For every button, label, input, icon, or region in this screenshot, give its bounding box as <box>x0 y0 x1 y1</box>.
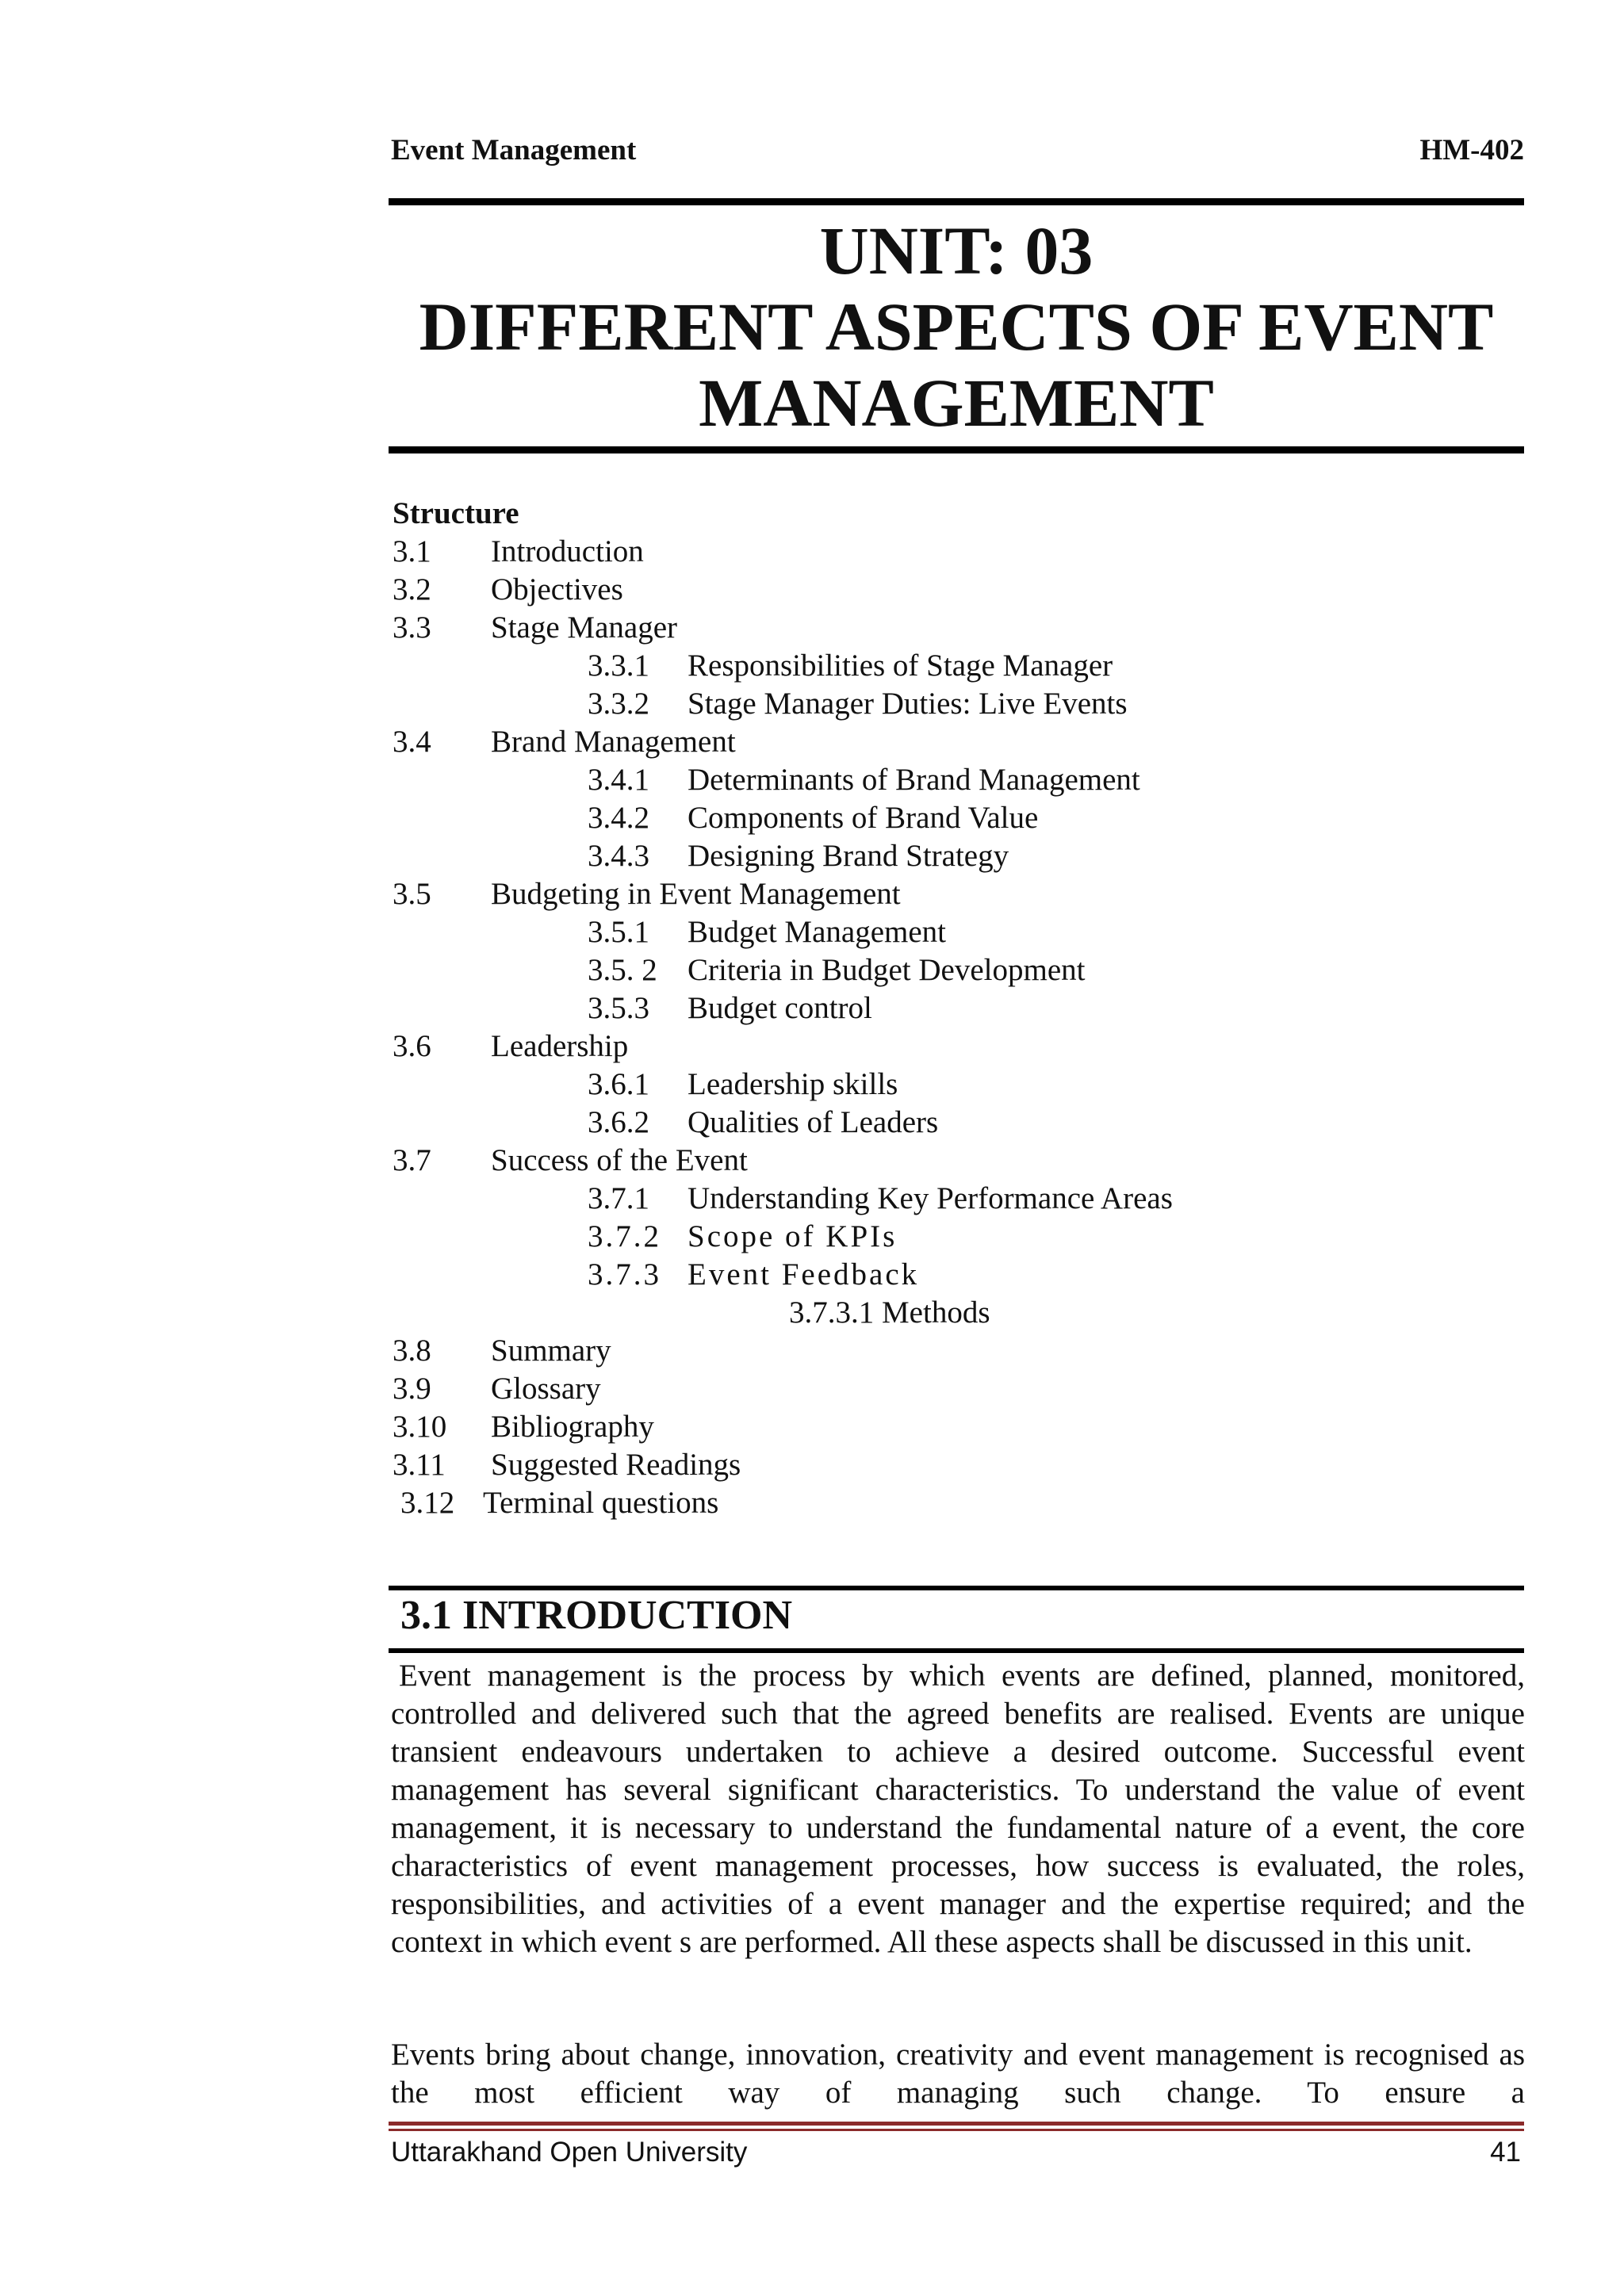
structure-item-number: 3.5 <box>393 877 431 911</box>
structure-item-number: 3.3 <box>393 610 431 645</box>
structure-item-number: 3.5. 2 <box>588 953 657 987</box>
structure-item-number: 3.7.2 <box>588 1219 661 1253</box>
structure-item-label: Qualities of Leaders <box>688 1105 939 1139</box>
structure-item <box>393 647 1113 685</box>
course-title: Event Management <box>391 134 637 166</box>
unit-title-line1: DIFFERENT ASPECTS OF EVENT <box>419 289 1494 365</box>
structure-item-number: 3.2 <box>393 572 431 607</box>
header-rule-bottom <box>389 446 1524 453</box>
header-rule-top <box>389 198 1524 205</box>
university-name: Uttarakhand Open University <box>391 2137 748 2168</box>
structure-item-label: Stage Manager <box>491 610 677 645</box>
footer-rule-bottom <box>389 2129 1524 2131</box>
structure-item-label: 3.7.3.1 Methods <box>789 1295 990 1330</box>
structure-item-number: 3.5.1 <box>588 915 649 949</box>
structure-item-number: 3.4.1 <box>588 763 649 797</box>
structure-item-number: 3.4.3 <box>588 839 649 873</box>
structure-item-label: Glossary <box>491 1372 601 1406</box>
structure-item <box>393 1370 601 1408</box>
structure-item <box>393 1256 920 1294</box>
structure-item-label: Bibliography <box>491 1410 654 1444</box>
unit-number: UNIT: 03 <box>819 212 1094 289</box>
structure-item <box>393 609 677 647</box>
structure-item <box>393 1484 719 1522</box>
structure-item-label: Criteria in Budget Development <box>688 953 1086 987</box>
structure-item-label: Objectives <box>491 572 623 607</box>
structure-item-label: Budgeting in Event Management <box>491 877 901 911</box>
structure-item <box>393 1332 611 1370</box>
structure-item <box>393 837 1009 875</box>
structure-item-label: Budget Management <box>688 915 946 949</box>
structure-item-number: 3.5.3 <box>588 991 649 1025</box>
structure-item-number: 3.6.2 <box>588 1105 649 1139</box>
unit-title-line2: MANAGEMENT <box>699 365 1214 441</box>
structure-item-number: 3.3.2 <box>588 687 649 721</box>
intro-paragraph-2: Events bring about change, innovation, creativity and event management is recognised as the most efficient way of managing such change. To ensure a <box>391 2038 1525 2110</box>
structure-item <box>393 533 644 571</box>
structure-item-number: 3.9 <box>393 1372 431 1406</box>
structure-item-number: 3.1 <box>393 534 431 568</box>
section-rule-bottom <box>389 1648 1524 1653</box>
structure-item <box>393 951 1086 989</box>
structure-item-label: Responsibilities of Stage Manager <box>688 649 1113 683</box>
structure-item-number: 3.4 <box>393 725 431 759</box>
structure-item-label: Stage Manager Duties: Live Events <box>688 687 1128 721</box>
structure-item <box>393 1142 748 1180</box>
structure-item-label: Terminal questions <box>483 1486 719 1520</box>
structure-item-label: Leadership skills <box>688 1067 898 1101</box>
structure-item-label: Determinants of Brand Management <box>688 763 1140 797</box>
page-number: 41 <box>1490 2137 1521 2168</box>
structure-item <box>393 1408 654 1446</box>
structure-item <box>393 1446 741 1484</box>
intro-paragraph-1: Event management is the process by which events are defined, planned, monitored, controlled and delivered such that the agreed benefits are realised. Events are unique transient endeavours undertaken to achieve a desired outcome. Successful event management has several significant characteristics. To understand the value of event management, it is necessary to understand the fundamental nature of a event, the core characteristics of event management processes, how success is evaluated, the roles, responsibilities, and activities of a event manager and the expertise required; and the context in which event s are performed. All these aspects shall be discussed in this unit. <box>391 1659 1525 1959</box>
structure-item <box>393 761 1140 799</box>
structure-heading: Structure <box>393 496 519 530</box>
structure-item-label: Brand Management <box>491 725 736 759</box>
structure-item-number: 3.7.3 <box>588 1257 661 1292</box>
structure-item-number: 3.6 <box>393 1029 431 1063</box>
structure-item-number: 3.8 <box>393 1334 431 1368</box>
structure-item-label: Understanding Key Performance Areas <box>688 1181 1173 1215</box>
structure-item-label: Budget control <box>688 991 872 1025</box>
structure-item <box>393 913 946 951</box>
footer-rule-top <box>389 2122 1524 2126</box>
structure-item-number: 3.10 <box>393 1410 447 1444</box>
structure-item <box>393 1027 629 1066</box>
structure-item-label: Event Feedback <box>688 1257 920 1292</box>
structure-item <box>393 723 736 761</box>
structure-item-label: Leadership <box>491 1029 629 1063</box>
structure-list <box>393 495 1173 1522</box>
structure-item-number: 3.7.1 <box>588 1181 649 1215</box>
structure-item-label: Scope of KPIs <box>688 1219 898 1253</box>
structure-item <box>393 571 623 609</box>
structure-item <box>393 799 1039 837</box>
structure-item-number: 3.12 <box>400 1486 455 1520</box>
structure-item-label: Summary <box>491 1334 611 1368</box>
structure-item <box>393 875 901 913</box>
section-rule-top <box>389 1586 1524 1590</box>
course-code: HM-402 <box>1419 134 1524 166</box>
structure-item <box>393 1294 990 1332</box>
structure-item <box>393 685 1128 723</box>
structure-item-number: 3.7 <box>393 1143 431 1177</box>
structure-item-number: 3.11 <box>393 1448 446 1482</box>
section-heading: 3.1 INTRODUCTION <box>400 1593 793 1638</box>
structure-item <box>393 1218 898 1256</box>
structure-item-label: Components of Brand Value <box>688 801 1039 835</box>
structure-item <box>393 1180 1173 1218</box>
structure-item-number: 3.4.2 <box>588 801 649 835</box>
structure-item <box>393 1066 898 1104</box>
structure-item-label: Introduction <box>491 534 644 568</box>
structure-item-label: Designing Brand Strategy <box>688 839 1009 873</box>
structure-item <box>393 989 872 1027</box>
structure-item-label: Success of the Event <box>491 1143 748 1177</box>
structure-item-number: 3.6.1 <box>588 1067 649 1101</box>
structure-item-label: Suggested Readings <box>491 1448 741 1482</box>
structure-item-number: 3.3.1 <box>588 649 649 683</box>
structure-item <box>393 1104 939 1142</box>
